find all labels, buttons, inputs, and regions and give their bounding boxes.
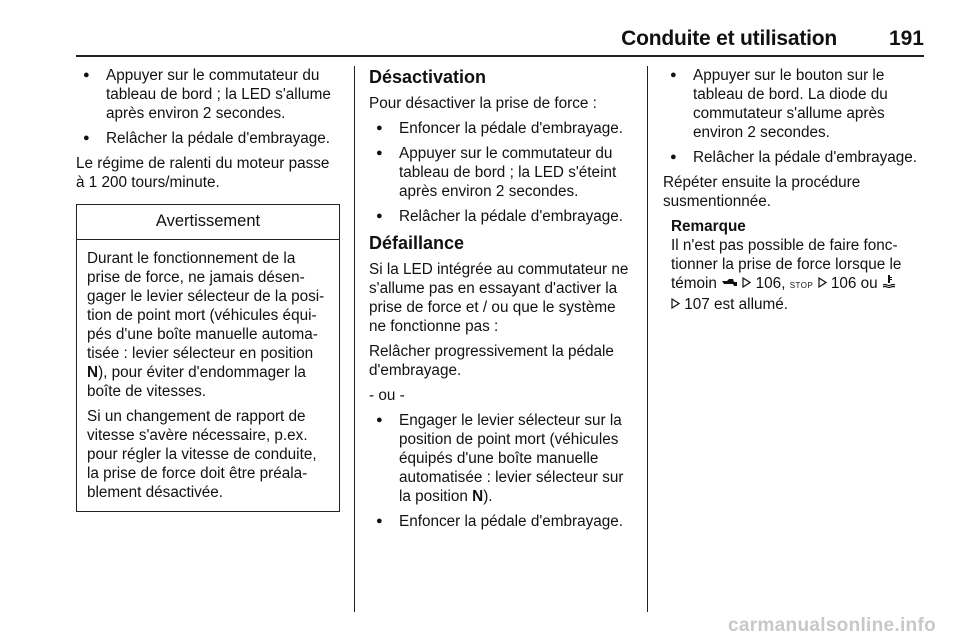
stop-lamp-icon: STOP bbox=[789, 281, 814, 290]
column-divider bbox=[354, 66, 355, 612]
list-item: ● Appuyer sur le bouton sur le tableau de bord. La diode du commutateur s'allume après environ 2 secondes. bbox=[663, 66, 926, 142]
remark-note bbox=[663, 217, 926, 314]
text: Durant le fonctionnement de la prise de force, ne jamais désengager le levier sélecteur de la position de point mort (véhicules équipés d'une boîte manuelle automatisée : levier sélecteur en position bbox=[87, 250, 325, 362]
list-item: ● Enfoncer la pédale d'embrayage. bbox=[369, 119, 635, 138]
paragraph: Répéter ensuite la procédure susmentionnée. bbox=[663, 174, 861, 210]
paragraph: Relâcher progressivement la pédale d'embrayage. bbox=[369, 343, 614, 379]
paragraph: - ou - bbox=[369, 387, 405, 404]
list-item: ● Appuyer sur le commutateur du tableau de bord ; la LED s'allume après environ 2 secondes. bbox=[76, 66, 340, 123]
list-item bbox=[369, 411, 635, 506]
gear-position: N bbox=[472, 488, 484, 505]
list-item: ● Relâcher la pédale d'embrayage. bbox=[369, 207, 635, 226]
reference: 106 ou bbox=[830, 275, 878, 292]
column-divider bbox=[647, 66, 648, 612]
list-item: ● Relâcher la pédale d'embrayage. bbox=[663, 148, 926, 167]
list-item: ● Appuyer sur le commutateur du tableau de bord ; la LED s'éteint après environ 2 secondes. bbox=[369, 144, 635, 201]
reference-arrow-icon bbox=[671, 296, 680, 313]
watermark: carmanualsonline.info bbox=[728, 615, 936, 636]
list-item: ● Relâcher la pédale d'embrayage. bbox=[76, 129, 340, 148]
reference-arrow-icon bbox=[742, 275, 751, 292]
paragraph: Si la LED intégrée au commutateur ne s'allume pas en essayant d'activer la prise de force et / ou que le système ne fonctionne pas : bbox=[369, 261, 629, 335]
remark-title: Remarque bbox=[671, 218, 746, 235]
bullet-list bbox=[663, 66, 926, 167]
paragraph: Pour désactiver la prise de force : bbox=[369, 95, 597, 112]
bullet-list bbox=[369, 119, 635, 226]
text: ). bbox=[483, 488, 493, 505]
bullet-list bbox=[369, 411, 635, 531]
reference-arrow-icon bbox=[818, 275, 827, 292]
header-divider bbox=[76, 55, 924, 57]
text: ), pour éviter d'endommager la boîte de vitesses. bbox=[87, 364, 306, 400]
text: Engager le levier sélecteur sur la position de point mort (véhicules équipés d'une boîte manuelle automatisée : levier sélecteur sur la position bbox=[399, 412, 624, 505]
text: Il n'est pas possible de faire fonctionner la prise de force lorsque le témoin bbox=[671, 237, 902, 292]
reference: 106, bbox=[755, 275, 786, 292]
coolant-temperature-icon bbox=[882, 275, 896, 292]
chapter-title: Conduite et utilisation bbox=[621, 27, 837, 50]
warning-paragraph bbox=[87, 249, 329, 401]
engine-warning-icon bbox=[721, 275, 738, 292]
page-number: 191 bbox=[888, 27, 924, 50]
section-heading: Désactivation bbox=[369, 67, 487, 87]
paragraph: Le régime de ralenti du moteur passe à 1 200 tours/minute. bbox=[76, 155, 330, 191]
list-item: ● Enfoncer la pédale d'embrayage. bbox=[369, 512, 635, 531]
gear-position: N bbox=[87, 364, 99, 381]
remark-text bbox=[671, 236, 926, 314]
column-2 bbox=[369, 66, 635, 537]
warning-body bbox=[77, 240, 339, 511]
section-heading: Défaillance bbox=[369, 233, 465, 253]
warning-box bbox=[76, 204, 340, 512]
column-3 bbox=[663, 66, 926, 314]
reference: 107 est allumé. bbox=[684, 296, 788, 313]
column-1 bbox=[76, 66, 340, 512]
bullet-list bbox=[76, 66, 340, 148]
warning-title: Avertissement bbox=[77, 205, 339, 240]
warning-paragraph: Si un changement de rapport de vitesse s'avère nécessaire, p.ex. pour régler la vitesse de conduite, la prise de force doit être préalablement désactivée. bbox=[87, 408, 317, 501]
